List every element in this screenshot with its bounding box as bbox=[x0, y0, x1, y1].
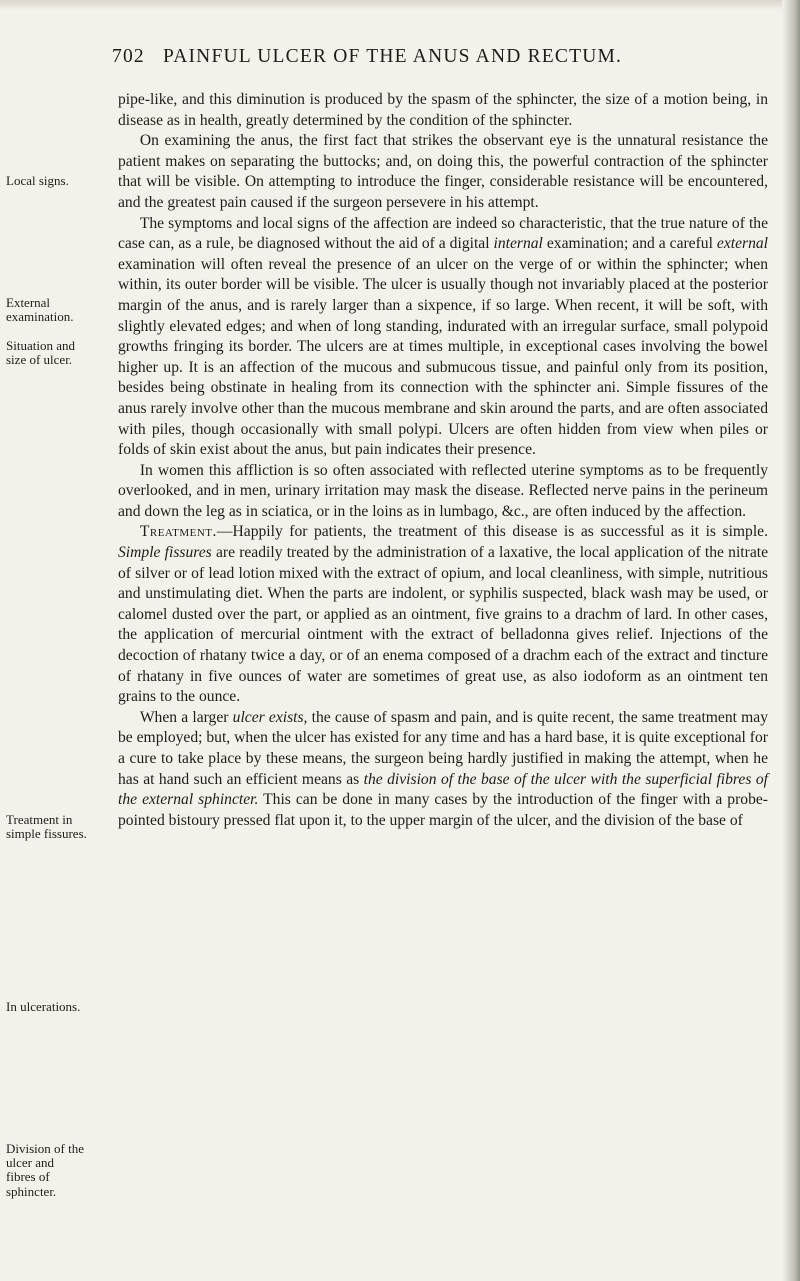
margin-note-external-examination: External examination. bbox=[6, 295, 74, 325]
running-header bbox=[112, 46, 752, 76]
margin-note-division-ulcer: Division of the ulcer and fibres of sphincter. bbox=[6, 1141, 84, 1199]
body-text bbox=[118, 90, 768, 831]
text-run: examination; and a careful bbox=[546, 235, 713, 253]
emphasis-simple-fissures: Simple fissures bbox=[118, 544, 212, 562]
section-heading-treatment: Treatment. bbox=[139, 523, 217, 541]
text-run: are readily treated by the administration of a laxative, the local application of the nitrate of silver or of lead lotion mixed with the extract of opium, and local cleanliness, with simple, nutritious and unstimulating diet. When the parts are indolent, or syphilis suspected, black wash may be used, or calomel dusted over the part, or applied as an ointment, five grains to a drachm of lard. In other cases, the application of mercurial ointment with the extract of belladonna gives relief. Injections of the decoction of rhatany twice a day, or of an enema composed of a drachm each of the extract and tincture of rhatany in five ounces of water are sometimes of great use, as also iodoform as an ointment ten grains to the ounce. bbox=[118, 544, 768, 706]
margin-note-ulcerations: In ulcerations. bbox=[6, 999, 81, 1014]
text-run: The symptoms and local signs of the affection are indeed so characteristic, that the true nature of the case can, as a rule, be diagnosed without the aid of a digital bbox=[118, 214, 768, 253]
margin-note-situation-size: Situation and size of ulcer. bbox=[6, 338, 75, 368]
paragraph-treatment bbox=[118, 522, 768, 707]
text-run: the cause of spasm and pain, and is quite recent, the same treatment may be employed; but, when the ulcer has existed for any time and has a hard base, it is quite exceptional for a cure to take place by these means, the surgeon being hardly justified in making the attempt, when he has at hand such an efficient means as bbox=[118, 708, 768, 788]
text-run: When a larger bbox=[139, 708, 229, 726]
running-title: PAINFUL ULCER OF THE ANUS AND RECTUM. bbox=[162, 46, 623, 67]
paragraph-women-men: In women this affliction is so often associated with reflected uterine symptoms as to be frequently overlooked, and in men, urinary irritation may mask the disease. Reflected nerve pains in the perineum and down the leg as in sciatica, or in the loins as in lumbago, &c., are often induced by the affection. bbox=[118, 461, 768, 520]
text-run: —Happily for patients, the treatment of this disease is as successful as it is simple. bbox=[216, 523, 768, 541]
page-top-edge bbox=[0, 0, 800, 10]
emphasis-division-method: the division of the base of the ulcer with the superficial fibres of the external sphincter. bbox=[118, 770, 768, 809]
paragraph-larger-ulcer bbox=[118, 708, 768, 832]
margin-note-treatment-fissures: Treatment in simple fissures. bbox=[6, 812, 87, 842]
paragraph-continuation: pipe-like, and this diminution is produced by the spasm of the sphincter, the size of a motion being, in disease as in health, greatly determined by the condition of the sphincter. bbox=[118, 91, 768, 129]
paragraph-symptoms bbox=[118, 214, 768, 461]
margin-note-local-signs: Local signs. bbox=[6, 173, 69, 188]
emphasis-internal: internal bbox=[493, 235, 543, 253]
page-right-edge bbox=[782, 0, 800, 1281]
text-run: examination will often reveal the presence of an ulcer on the verge of or within the sphincter; when within, its outer border will be visible. The ulcer is usually though not invariably placed at the posterior margin of the anus, and is rarely larger than a sixpence, if so large. When recent, it will be soft, with slightly elevated edges; and when of long standing, indurated with an irregular surface, small polypoid growths fringing its border. The ulcers are at times multiple, in exceptional cases involving the bowel higher up. It is an affection of the mucous and submucous tissue, and painful only from its position, besides being obstinate in healing from its connection with the sphincter ani. Simple fissures of the anus rarely involve other than the mucous membrane and skin around the parts, and are often associated with piles, though occasionally with small polypi. Ulcers are often hidden from view when piles or folds of skin exist about the anus, but pain indicates their presence. bbox=[118, 255, 768, 459]
emphasis-external: external bbox=[716, 235, 769, 253]
emphasis-ulcer-exists: ulcer exists, bbox=[232, 708, 308, 726]
page-number: 702 bbox=[112, 46, 145, 67]
paragraph-local-signs: On examining the anus, the first fact that strikes the observant eye is the unnatural resistance the patient makes on separating the buttocks; and, on doing this, the powerful contraction of the sphincter that will be visible. On attempting to introduce the finger, considerable resistance will be encountered, and the greatest pain caused if the surgeon persevere in his attempt. bbox=[118, 132, 768, 211]
text-run: This can be done in many cases by the introduction of the finger with a probe-pointed bistoury pressed flat upon it, to the upper margin of the ulcer, and the division of the base of bbox=[118, 791, 768, 829]
